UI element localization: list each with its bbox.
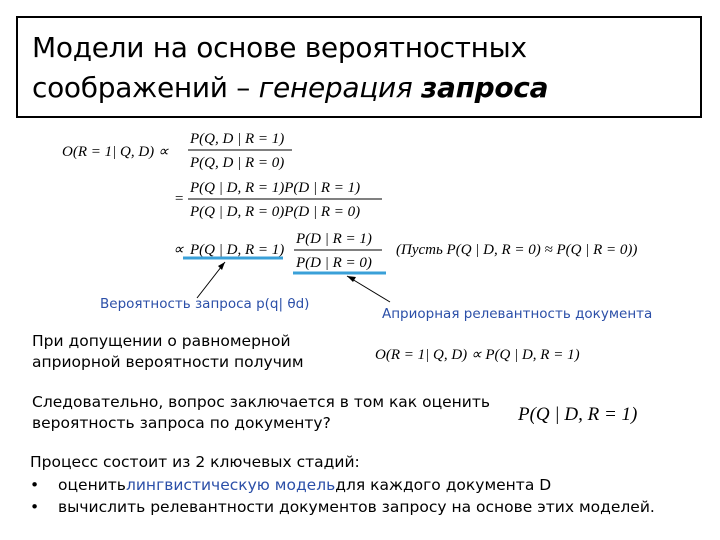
bullet-list: [30, 474, 655, 518]
bullet-marker: •: [30, 498, 40, 516]
arrow-head-query: [218, 262, 225, 270]
process-intro: Процесс состоит из 2 ключевых стадий:: [30, 453, 360, 471]
bullet-text: вычислить релевантности документов запросу на основе этих моделей.: [58, 498, 655, 516]
frac3-denominator: P(D | R = 0): [296, 255, 372, 271]
title-line2-bold-italic: запроса: [421, 71, 549, 104]
consequently-line2: вероятность запроса по документу?: [32, 414, 331, 432]
query-term: P(Q | D, R = 1): [190, 242, 285, 258]
equals-sign: =: [174, 191, 185, 207]
frac3-numerator: P(D | R = 1): [296, 231, 372, 247]
bullet-item: [30, 496, 655, 518]
uniform-prior-text: [32, 331, 304, 373]
bullet-highlight: лингвистическую модель: [125, 476, 336, 494]
uniform-prior-line2: априорной вероятности получим: [32, 353, 304, 371]
caption-prior-relevance: Априорная релевантность документа: [382, 306, 653, 322]
consequently-text: [32, 392, 490, 434]
frac1-numerator: P(Q, D | R = 1): [190, 131, 285, 147]
title-line1: Модели на основе вероятностных: [32, 31, 527, 64]
bullet-text-before: оценить: [58, 476, 126, 494]
frac2-denominator: P(Q | D, R = 0)P(D | R = 0): [190, 204, 361, 220]
assumption-note: (Пусть P(Q | D, R = 0) ≈ P(Q | R = 0)): [396, 242, 638, 258]
frac2-numerator: P(Q | D, R = 1)P(D | R = 1): [190, 180, 361, 196]
frac1-denominator: P(Q, D | R = 0): [190, 155, 285, 171]
proportional-sign: ∝: [173, 242, 184, 258]
bullet-text-after: для каждого документа D: [335, 476, 552, 494]
title-line2-italic: генерация: [258, 71, 422, 104]
uniform-prior-line1: При допущении о равномерной: [32, 332, 291, 350]
caption-query-likelihood: Вероятность запроса p(q| θd): [100, 296, 310, 312]
query-probability: P(Q | D, R = 1): [518, 404, 638, 425]
odds-lhs: O(R = 1| Q, D) ∝: [62, 144, 169, 160]
consequently-line1: Следовательно, вопрос заключается в том как оценить: [32, 393, 491, 411]
result-formula: O(R = 1| Q, D) ∝ P(Q | D, R = 1): [375, 347, 580, 363]
title-line2-plain: соображений –: [32, 71, 259, 104]
bullet-item: [30, 474, 655, 496]
bullet-marker: •: [30, 476, 40, 494]
